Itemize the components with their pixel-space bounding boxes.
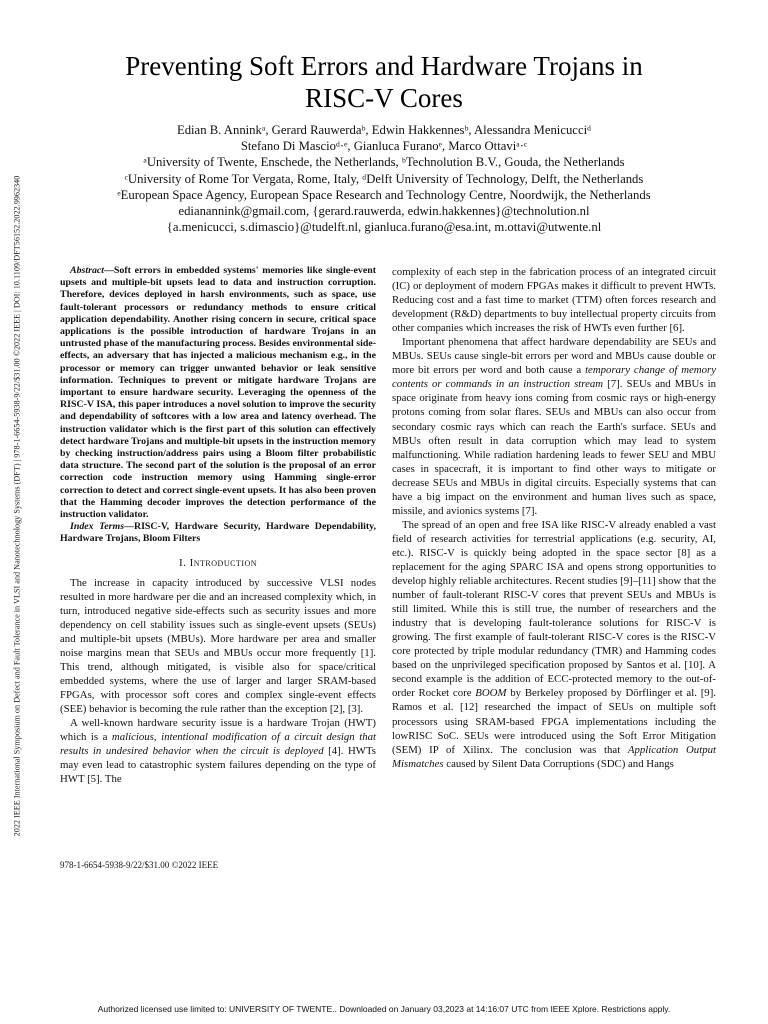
author-line: Edian B. Anninkᵃ, Gerard Rauwerdaᵇ, Edwin Hakkennesᵇ, Alessandra Menicucciᵈ xyxy=(176,123,592,137)
affiliation-line: ᵃUniversity of Twente, Enschede, the Netherlands, ᵇTechnolution B.V., Gouda, the Netherlands xyxy=(143,155,625,170)
paper-title xyxy=(60,50,708,114)
paragraph xyxy=(392,518,716,771)
paragraph xyxy=(392,335,716,518)
abstract-lead: Abstract xyxy=(70,265,105,276)
title-line-1: Preventing Soft Errors and Hardware Trojans in xyxy=(125,51,643,81)
copyright-notice: 978-1-6654-5938-9/22/$31.00 ©2022 IEEE xyxy=(60,860,219,870)
ieee-xplore-footer: Authorized licensed use limited to: UNIVERSITY OF TWENTE.. Downloaded on January 03,2023 at 14:16:07 UTC from IEEE Xplore. Restrictions apply. xyxy=(97,1004,671,1014)
paragraph-emphasis: BOOM xyxy=(475,687,507,700)
section-heading: I. Introduction xyxy=(178,556,258,569)
paragraph xyxy=(60,716,376,786)
index-terms xyxy=(60,521,376,545)
side-note-text: 2022 IEEE International Symposium on Defect and Fault Tolerance in VLSI and Nanotechnology Systems (DFT) | 978-1-6654-5938-9/22/$31.00 ©2022 IEEE | DOI: 10.1109/DFT56152.2022.9962340 xyxy=(12,175,22,837)
right-column xyxy=(392,265,716,771)
paragraph: complexity of each step in the fabrication process of an integrated circuit (IC) or deployment of modern FPGAs makes it difficult to prevent HWTs. Reducing cost and a fast time to market (TTM) often forces research and development (R&D) departments to buy intellectual property circuits from other companies which increases the risk of HWTs even further [6]. xyxy=(392,266,716,335)
left-column xyxy=(60,265,376,786)
email-line: edianannink@gmail.com, {gerard.rauwerda, edwin.hakkennes}@technolution.nl xyxy=(178,204,590,219)
paragraph-text: [4]. HWTs may even lead to catastrophic system failures depending on the type of HWT [5]. The xyxy=(60,745,377,786)
paragraph-emphasis: temporary change of memory contents or commands in an instruction stream xyxy=(392,364,716,391)
paragraph-emphasis: Application Output Mismatches xyxy=(392,743,716,770)
paragraph-text: The spread of an open and free ISA like RISC-V already enabled a vast field of research activities for terrestrial applications (e.g. security, AI, etc.). RISC-V is quickly being adopted in the space sector [8] as a replacement for the aging SPARC ISA and opens strong opportunities to develop highly reliable architectures. Recent studies [9]–[11] show that the number of fault-tolerant RISC-V cores that prevent SEUs and MBUs is still limited. While this is still true, the number of researchers and the industry that is developing fault-tolerance solutions for RISC-V is growing. The first example of fault-tolerant RISC-V cores is the RISC-V core protected by triple modular redundancy (TMR) and Hamming codes based on the unprivileged specification proposed by Santos et al. [10]. A second example is the addition of ECC-protected memory to the out-of-order Rocket core xyxy=(392,518,717,700)
affiliation-line: ᵉEuropean Space Agency, European Space Research and Technology Centre, Noordwijk, the Netherlands xyxy=(117,187,651,202)
paragraph-text: by Berkeley proposed by Dörflinger et al. [9]. Ramos et al. [12] researched the impact of SEUs on multiple soft processors using SRAM-based FPGA implementations including the lowRISC SoC. SEUs were introduced using the Soft Error Mitigation (SEM) IP of Xilinx. The conclusion was that xyxy=(392,687,716,756)
index-terms-text: —RISC-V, Hardware Security, Hardware Dependability, Hardware Trojans, Bloom Filters xyxy=(60,521,376,545)
paragraph: The increase in capacity introduced by successive VLSI nodes resulted in more hardware per die and an increased complexity which, in turn, introduced negative side-effects such as security issues and more dependency on cell stability issues such as single-event upsets (SEUs) and multiple-bit upsets (MBUs). More hardware per area and smaller noise margins mean that SEUs and MBUs occur more frequently [1]. This trend, although mitigated, is visible also for space/critical embedded systems, where the use of larger and larger SRAM-based FPGAs, with processor soft cores and complex single-event effects (SEE) behavior is becoming the rule rather than the exception [2], [3]. xyxy=(60,576,376,716)
paragraph-text: [7]. SEUs and MBUs in space originate from heavy ions coming from cosmic rays or high-energy protons coming from solar flares. SEUs and MBUs can also occur from secondary cosmic rays which can reach the Earth's surface. SEUs and MBUs often result in data corruption which may lead to system malfunctioning. While radiation hardening leads to fewer SEU and MBU cases in spacecraft, it is important to find other ways to mitigate or decrease SEUs and MBUs in digital circuits. Especially systems that can have a big impact on the environment and human lives such as space, missile, and avionics systems [7]. xyxy=(392,378,717,517)
author-line: Stefano Di Mascioᵈ·ᵉ, Gianluca Furanoᵉ, Marco Ottaviᵃ·ᶜ xyxy=(240,139,528,154)
title-line-2: RISC-V Cores xyxy=(305,83,463,113)
abstract-text: —Soft errors in embedded systems' memories like single-event upsets and multiple-bit upsets lead to data and instruction corruption. Therefore, devices deployed in harsh environments, such as space, use fault-tolerant processors or redundancy methods to ensure critical application dependability. Another rising concern in secure, critical space applications is the possible introduction of hardware Trojans in an untrusted phase of the manufacturing process. Besides environmental side-effects, an adversary that has injected a malicious mechanism e.g., in the processor or memory can trigger unwanted behavior or leak sensitive information. Techniques to prevent or mitigate hardware Trojans are important to ensure hardware security. Leveraging the openness of the RISC-V ISA, this paper introduces a novel solution to improve the security and dependability of softcores with a low area and latency overhead. The instruction validator which is the first part of this solution can effectively detect hardware Trojans and multiple-bit upsets in the instruction memory by checking instruction/address pairs using a Bloom filter probabilistic data structure. The second part of the solution is the proposal of an error correction code instruction memory using Hamming single-error correction to detect and correct single-event upsets. It has also been proven that the Hamming decoder improves the detection performance of the instruction validator. xyxy=(60,265,376,521)
affiliation-line: ᶜUniversity of Rome Tor Vergata, Rome, Italy, ᵈDelft University of Technology, Delft, the Netherlands xyxy=(124,171,644,186)
conference-side-note xyxy=(2,96,32,916)
abstract xyxy=(60,265,376,521)
paragraph-text: Important phenomena that affect hardware dependability are SEUs and MBUs. SEUs cause single-bit errors per word and MBUs cause double or more bit errors per word and both cause a xyxy=(392,336,716,377)
email-line: {a.menicucci, s.dimascio}@tudelft.nl, gianluca.furano@esa.int, m.ottavi@utwente.nl xyxy=(166,220,602,235)
paragraph-emphasis: malicious, intentional modification of a circuit design that results in undesired behavior when the circuit is deployed xyxy=(60,731,376,758)
index-terms-lead: Index Terms xyxy=(70,521,125,533)
author-block xyxy=(60,122,708,235)
paragraph-text: caused by Silent Data Corruptions (SDC) and Hangs xyxy=(443,757,674,770)
paragraph-text: A well-known hardware security issue is a hardware Trojan (HWT) which is a xyxy=(60,717,376,744)
